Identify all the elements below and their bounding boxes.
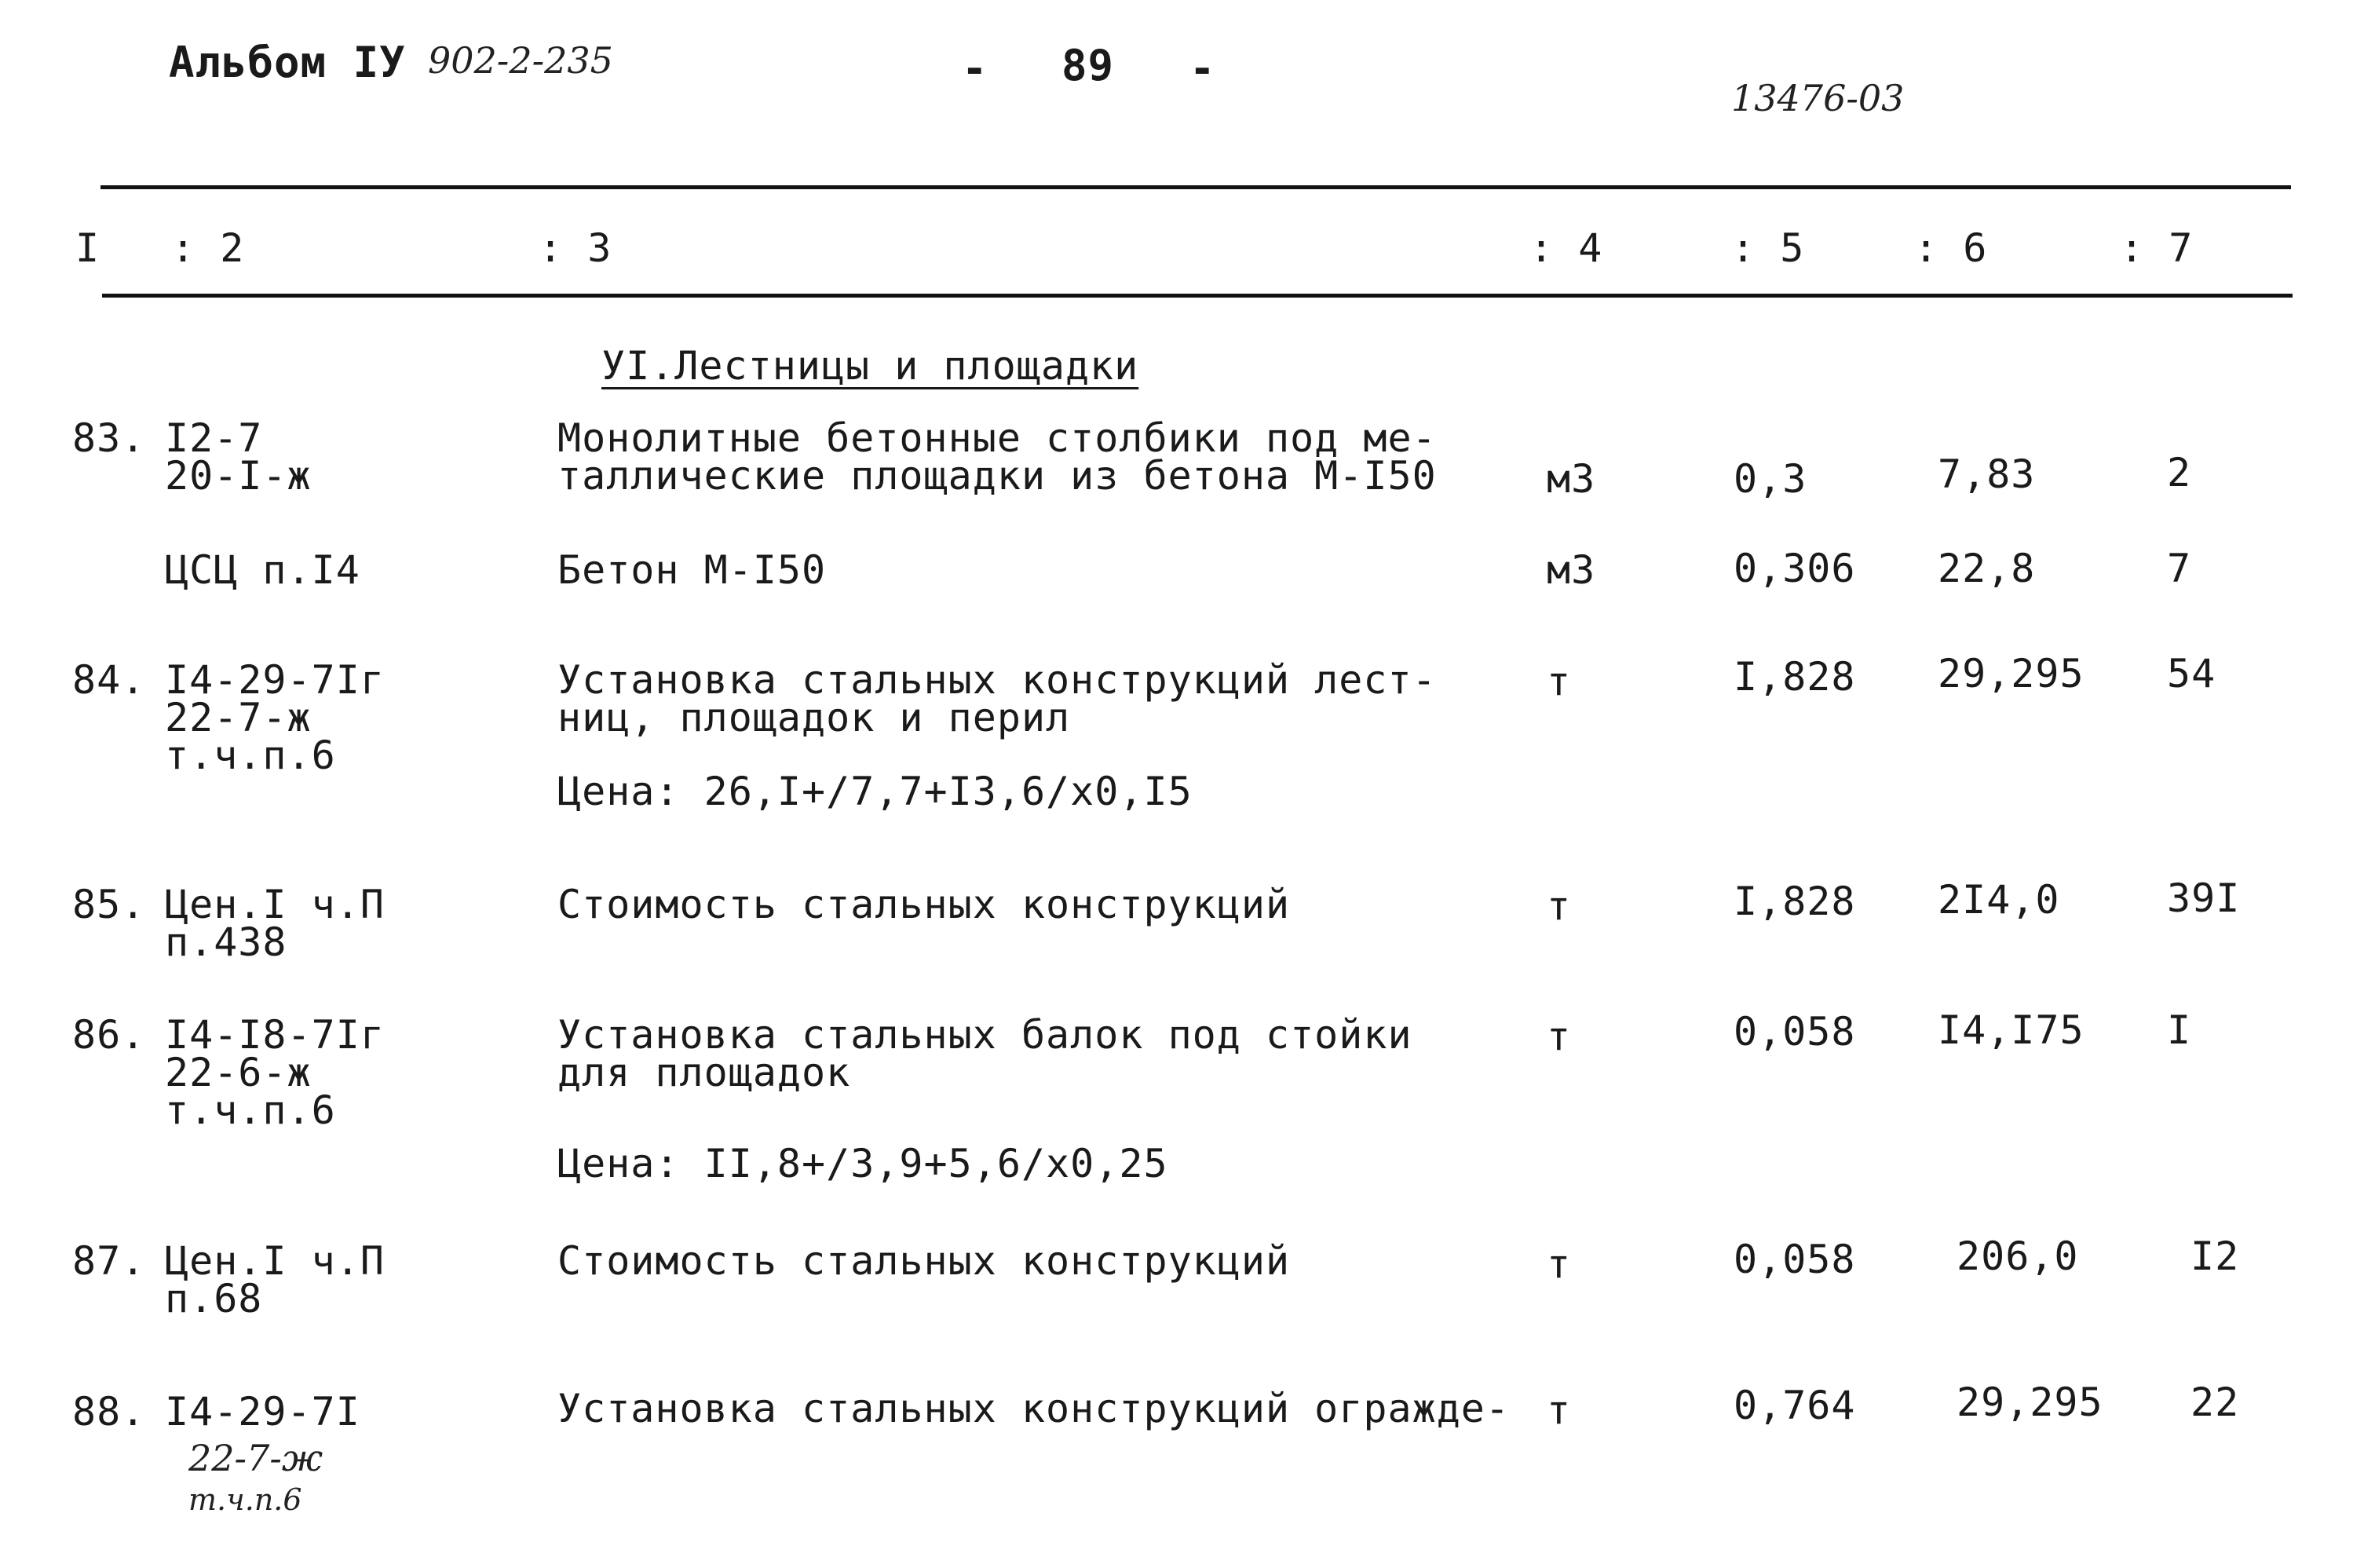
col-header-1: I [75,225,100,271]
row-price: 7,83 [1938,451,2036,497]
row-total: 7 [2167,546,2192,591]
row-total: I [2167,1007,2192,1053]
row-code: т.ч.п.6 [165,733,336,778]
row-code: I2-7 [165,415,263,461]
row-unit: т [1547,883,1572,929]
row-code: т.ч.п.6 [188,1482,302,1517]
row-total: 54 [2167,651,2216,696]
row-code: 20-I-ж [165,453,312,499]
row-description: таллические площадки из бетона М-I50 [557,453,1437,499]
row-number: 84. [72,657,146,703]
row-quantity: 0,058 [1734,1009,1856,1054]
col-header-3: : 3 [539,225,612,271]
col-header-7: : 7 [2120,225,2194,271]
row-unit: т [1547,1387,1572,1433]
row-code: п.68 [165,1276,263,1321]
page-number: 89 [1061,41,1115,90]
row-price-formula: Цена: II,8+/3,9+5,6/х0,25 [557,1141,1168,1186]
col-header-2: : 2 [171,225,245,271]
row-unit: т [1547,1241,1572,1287]
col-header-4: : 4 [1529,225,1603,271]
album-code: 902-2-235 [428,39,613,82]
row-price-formula: Цена: 26,I+/7,7+I3,6/х0,I5 [557,769,1193,814]
row-code: I4-I8-7Iг [165,1012,385,1058]
row-unit: м3 [1547,547,1596,593]
row-code: Цен.I ч.П [165,882,385,927]
row-quantity: 0,764 [1734,1383,1856,1428]
row-quantity: I,828 [1734,654,1856,700]
row-price: 206,0 [1957,1234,2079,1279]
row-code: 22-7-ж [165,695,312,740]
page-dash-left: - [962,44,988,93]
row-description: для площадок [557,1050,851,1095]
row-code: 22-6-ж [165,1050,312,1095]
row-description: Стоимость стальных конструкций [557,1238,1291,1284]
row-description: ниц, площадок и перил [557,695,1071,740]
row-price: 29,295 [1957,1380,2103,1425]
page-dash-right: - [1189,44,1216,93]
row-unit: т [1547,1014,1572,1059]
row-total: I2 [2190,1234,2240,1279]
row-description: Стоимость стальных конструкций [557,882,1291,927]
top-rule [100,185,2291,189]
row-description: Установка стальных конструкций лест- [557,657,1437,703]
row-code: Цен.I ч.П [165,1238,385,1284]
row-price: I4,I75 [1938,1007,2084,1053]
row-quantity: I,828 [1734,879,1856,924]
section-title: УI.Лестницы и площадки [601,343,1139,389]
row-description: Монолитные бетонные столбики под ме- [557,415,1437,461]
row-number: 85. [72,882,146,927]
row-quantity: 0,058 [1734,1237,1856,1282]
row-number: 88. [72,1389,146,1435]
col-header-5: : 5 [1731,225,1805,271]
col-header-6: : 6 [1914,225,1988,271]
row-total: 39I [2167,875,2241,921]
row-description: Бетон М-I50 [557,547,827,593]
album-label: Альбом IУ [169,38,406,87]
row-code: I4-29-7I [165,1389,360,1435]
row-price: 22,8 [1938,546,2036,591]
row-unit: т [1547,659,1572,704]
row-number: 87. [72,1238,146,1284]
row-description: Установка стальных балок под стойки [557,1012,1412,1058]
row-unit: м3 [1547,456,1596,502]
row-total: 2 [2167,450,2192,495]
row-number: 83. [72,415,146,461]
row-code: т.ч.п.6 [165,1087,336,1133]
row-code: 22-7-ж [188,1437,323,1479]
row-quantity: 0,3 [1734,456,1807,502]
row-price: 2I4,0 [1938,877,2060,923]
row-number: 86. [72,1012,146,1058]
row-code: I4-29-7Iг [165,657,385,703]
row-total: 22 [2190,1380,2240,1425]
header-rule [102,294,2293,298]
row-code: п.438 [165,919,287,965]
row-quantity: 0,306 [1734,546,1856,591]
row-description: Установка стальных конструкций огражде- [557,1386,1510,1431]
row-code: ЦСЦ п.I4 [165,547,360,593]
document-number: 13476-03 [1731,77,1905,119]
row-price: 29,295 [1938,651,2084,696]
